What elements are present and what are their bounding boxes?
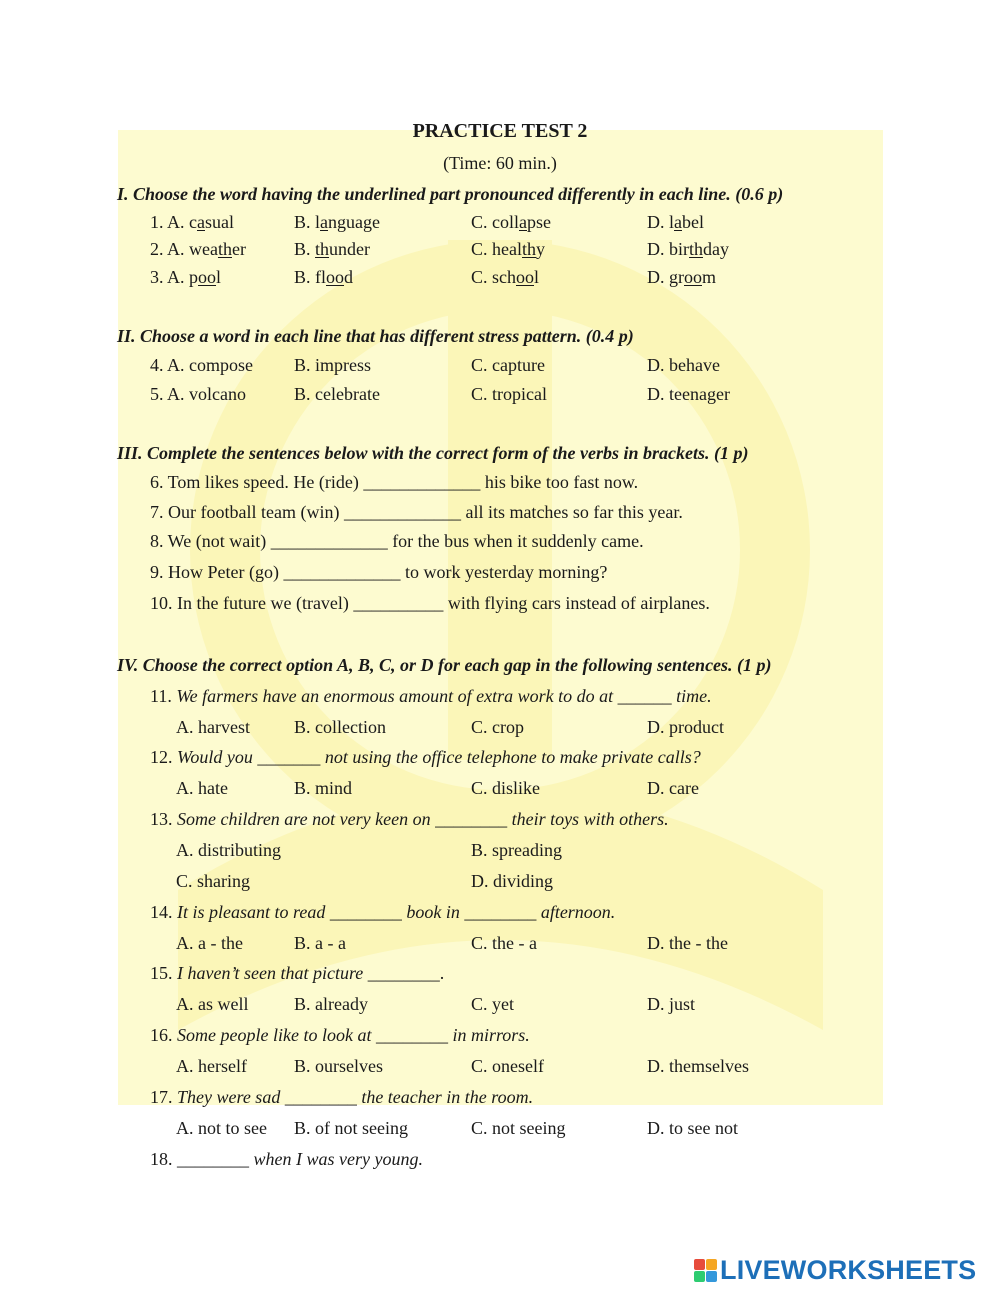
option-16a: A. herself <box>176 1056 247 1076</box>
option-5b: B. celebrate <box>294 384 380 404</box>
option-12b: B. mind <box>294 778 353 798</box>
logo-mark-square <box>694 1271 705 1282</box>
option-1a: 1. A. casual <box>150 212 234 232</box>
option-16d: D. themselves <box>647 1056 749 1076</box>
question-18: 18. ________ when I was very young. <box>150 1149 423 1169</box>
option-16c: C. oneself <box>471 1056 544 1076</box>
section-2-heading: II. Choose a word in each line that has different stress pattern. (0.4 p) <box>117 326 634 346</box>
option-2b: B. thunder <box>294 239 371 259</box>
question-13: 13. Some children are not very keen on ________ their toys with others. <box>150 809 669 829</box>
option-15b: B. already <box>294 994 368 1014</box>
option-5c: C. tropical <box>471 384 547 404</box>
logo-mark-icon <box>694 1259 717 1282</box>
section-1-heading: I. Choose the word having the underlined part pronounced differently in each line. (0.6 p) <box>117 184 784 204</box>
option-1b: B. language <box>294 212 380 232</box>
option-13b: B. spreading <box>471 840 562 860</box>
question-12: 12. Would you _______ not using the office telephone to make private calls? <box>150 747 701 767</box>
question-11: 11. We farmers have an enormous amount of extra work to do at ______ time. <box>150 686 712 706</box>
question-7: 7. Our football team (win) _____________ all its matches so far this year. <box>150 502 683 522</box>
option-14a: A. a - the <box>176 933 243 953</box>
option-3a: 3. A. pool <box>150 267 222 287</box>
option-12d: D. care <box>647 778 699 798</box>
option-17d: D. to see not <box>647 1118 738 1138</box>
section-3-heading: III. Complete the sentences below with the correct form of the verbs in brackets. (1 p) <box>117 443 749 463</box>
option-11b: B. collection <box>294 717 386 737</box>
option-16b: B. ourselves <box>294 1056 383 1076</box>
option-3d: D. groom <box>647 267 717 287</box>
question-9: 9. How Peter (go) _____________ to work yesterday morning? <box>150 562 608 582</box>
question-8: 8. We (not wait) _____________ for the bus when it suddenly came. <box>150 531 644 551</box>
option-11c: C. crop <box>471 717 524 737</box>
option-1d: D. label <box>647 212 704 232</box>
section-4-heading: IV. Choose the correct option A, B, C, or D for each gap in the following sentences. (1 p) <box>117 655 772 675</box>
option-3b: B. flood <box>294 267 354 287</box>
time-note: (Time: 60 min.) <box>443 153 557 173</box>
option-4c: C. capture <box>471 355 545 375</box>
option-15c: C. yet <box>471 994 514 1014</box>
question-14: 14. It is pleasant to read ________ book in ________ afternoon. <box>150 902 616 922</box>
logo-mark-square <box>706 1259 717 1270</box>
logo-text: LIVEWORKSHEETS <box>720 1254 977 1285</box>
page-title: PRACTICE TEST 2 <box>412 120 588 142</box>
option-5a: 5. A. volcano <box>150 384 246 404</box>
option-17b: B. of not seeing <box>294 1118 408 1138</box>
option-3c: C. school <box>471 267 540 287</box>
option-2d: D. birthday <box>647 239 730 259</box>
option-17c: C. not seeing <box>471 1118 566 1138</box>
option-14d: D. the - the <box>647 933 728 953</box>
question-16: 16. Some people like to look at ________ in mirrors. <box>150 1025 530 1045</box>
option-1c: C. collapse <box>471 212 551 232</box>
option-13d: D. dividing <box>471 871 554 891</box>
question-10: 10. In the future we (travel) __________ with flying cars instead of airplanes. <box>150 593 710 613</box>
option-15a: A. as well <box>176 994 249 1014</box>
option-4b: B. impress <box>294 355 372 375</box>
option-14b: B. a - a <box>294 933 346 953</box>
option-4a: 4. A. compose <box>150 355 253 375</box>
liveworksheets-logo[interactable] <box>694 1254 977 1285</box>
option-4d: D. behave <box>647 355 720 375</box>
option-5d: D. teenager <box>647 384 730 404</box>
option-11a: A. harvest <box>176 717 250 737</box>
option-13c: C. sharing <box>176 871 250 891</box>
option-17a: A. not to see <box>176 1118 267 1138</box>
option-13a: A. distributing <box>176 840 282 860</box>
question-6: 6. Tom likes speed. He (ride) _____________ his bike too fast now. <box>150 472 639 492</box>
option-11d: D. product <box>647 717 724 737</box>
logo-mark-square <box>706 1271 717 1282</box>
question-15: 15. I haven’t seen that picture ________. <box>150 963 445 983</box>
option-14c: C. the - a <box>471 933 537 953</box>
question-17: 17. They were sad ________ the teacher in the room. <box>150 1087 534 1107</box>
option-12a: A. hate <box>176 778 228 798</box>
logo-mark-square <box>694 1259 705 1270</box>
option-2a: 2. A. weather <box>150 239 246 259</box>
option-2c: C. healthy <box>471 239 546 259</box>
option-15d: D. just <box>647 994 696 1014</box>
option-12c: C. dislike <box>471 778 541 798</box>
